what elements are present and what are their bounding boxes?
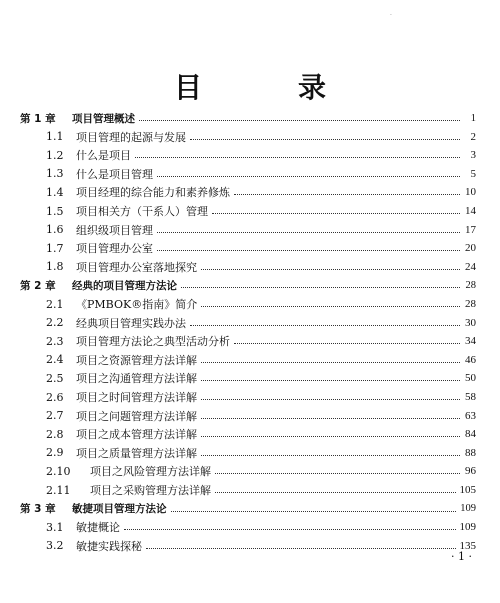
toc-entry-title: 项目之资源管理方法详解 (76, 353, 197, 367)
toc-section-entry[interactable] (46, 147, 476, 163)
toc-entry-page: 109 (459, 521, 476, 534)
toc-entry-title: 敏捷概论 (76, 521, 120, 535)
toc-entry-number: 2.11 (46, 483, 71, 497)
toc-entry-page: 1 (470, 112, 476, 124)
dot-leader (190, 324, 460, 326)
toc-entry-title: 经典项目管理实践办法 (76, 316, 186, 330)
dot-leader (181, 286, 460, 288)
dot-leader (157, 175, 460, 177)
toc-entry-number: 1.6 (46, 223, 64, 237)
toc-entry-title: 项目经理的综合能力和素养修炼 (76, 186, 230, 200)
dot-leader (157, 249, 460, 251)
toc-entry-title: 项目管理方法论之典型活动分析 (76, 335, 230, 349)
toc-entry-title: 项目管理办公室 (76, 242, 153, 256)
toc-entry-number: 2.4 (46, 353, 64, 367)
toc-entry-number: 1.8 (46, 260, 64, 274)
toc-section-entry[interactable] (46, 445, 476, 461)
toc-section-entry[interactable] (46, 129, 476, 145)
toc-entry-title: 经典的项目管理方法论 (72, 279, 177, 292)
toc-entry-number: 2.6 (46, 390, 64, 404)
toc-entry-number: 1.1 (46, 130, 64, 144)
toc-entry-page: 17 (465, 223, 476, 236)
page-title: 目 录 (173, 71, 360, 104)
dot-leader (234, 193, 460, 195)
toc-entry-title: 敏捷实践探秘 (76, 539, 142, 553)
toc-entry-page: 20 (465, 242, 476, 255)
dot-leader (124, 528, 456, 530)
toc-section-entry[interactable] (46, 389, 476, 405)
toc-entry-page: 28 (465, 298, 476, 310)
toc-entry-page: 3 (470, 149, 476, 162)
dot-leader (201, 417, 460, 419)
toc-entry-number: 1.7 (46, 241, 64, 255)
toc-entry-page: 58 (465, 391, 476, 403)
toc-entry-number: 3.1 (46, 520, 64, 534)
toc-entry-title: 什么是项目 (76, 149, 131, 163)
toc-entry-number: 2.7 (46, 409, 64, 423)
toc-entry-page: 5 (470, 167, 476, 180)
toc-entry-number: 2.10 (46, 464, 71, 478)
toc-section-entry[interactable] (46, 463, 476, 479)
dot-leader (215, 472, 460, 474)
toc-entry-number: 2.3 (46, 334, 64, 348)
dot-leader (139, 119, 460, 121)
toc-entry-page: 46 (465, 353, 476, 366)
toc-section-entry[interactable] (46, 370, 476, 386)
dot-leader (157, 231, 460, 233)
dot-leader (201, 435, 460, 437)
toc-entry-page: 30 (465, 316, 476, 329)
toc-entry-title: 项目管理的起源与发展 (76, 130, 186, 144)
page-number: · 1 · (451, 550, 472, 563)
toc-entry-title: 项目之成本管理方法详解 (76, 428, 197, 442)
toc-chapter-entry[interactable] (20, 501, 476, 517)
toc-section-entry[interactable] (46, 426, 476, 442)
dot-leader (201, 379, 460, 381)
toc-section-entry[interactable] (46, 259, 476, 275)
toc-section-entry[interactable] (46, 296, 476, 312)
toc-entry-title: 《PMBOK®指南》简介 (76, 298, 198, 311)
dot-leader (171, 510, 457, 512)
toc-section-entry[interactable] (46, 166, 476, 182)
toc-entry-page: 96 (465, 465, 476, 478)
toc-entry-title: 项目管理办公室落地探究 (76, 260, 197, 274)
toc-entry-title: 项目管理概述 (72, 112, 135, 125)
toc-entry-title: 敏捷项目管理方法论 (72, 503, 167, 516)
toc-entry-title: 项目之沟通管理方法详解 (76, 372, 197, 386)
toc-entry-number: 1.5 (46, 204, 64, 218)
toc-section-entry[interactable] (46, 352, 476, 368)
dot-leader (201, 454, 460, 456)
toc-entry-number: 第 3 章 (20, 503, 56, 516)
toc-entry-number: 1.4 (46, 185, 64, 199)
toc-entry-page: 50 (465, 372, 476, 385)
dot-leader (146, 547, 456, 549)
toc-entry-page: 63 (465, 409, 476, 422)
toc-entry-title: 项目相关方（干系人）管理 (76, 205, 208, 218)
dot-leader (212, 212, 460, 214)
toc-entry-title: 组织级项目管理 (76, 223, 153, 237)
toc-entry-page: 10 (465, 186, 476, 199)
toc-section-entry[interactable] (46, 240, 476, 256)
toc-entry-page: 84 (465, 428, 476, 441)
dot-leader (190, 138, 460, 140)
toc-entry-title: 项目之时间管理方法详解 (76, 391, 197, 404)
toc-entry-page: 109 (460, 503, 476, 515)
toc-entry-number: 2.2 (46, 316, 64, 330)
toc-section-entry[interactable] (46, 408, 476, 424)
toc-chapter-entry[interactable] (20, 277, 476, 293)
toc-entry-page: 105 (459, 484, 476, 496)
toc-entry-page: 88 (465, 446, 476, 459)
toc-entry-number: 1.2 (46, 148, 64, 162)
toc-entry-title: 项目之采购管理方法详解 (90, 484, 211, 497)
toc-entry-title: 项目之风险管理方法详解 (90, 465, 211, 479)
toc-entry-page: 34 (465, 335, 476, 348)
toc-entry-number: 2.1 (46, 297, 64, 311)
toc-entry-page: 28 (465, 279, 476, 291)
toc-section-entry[interactable] (46, 315, 476, 331)
toc-section-entry[interactable] (46, 333, 476, 349)
dot-leader (201, 305, 460, 307)
toc-entry-page: 14 (465, 205, 476, 217)
dot-leader (201, 398, 460, 400)
dot-leader (234, 342, 460, 344)
toc-chapter-entry[interactable] (20, 110, 476, 126)
toc-entry-number: 1.3 (46, 167, 64, 181)
toc-section-entry[interactable] (46, 482, 476, 498)
dot-leader (201, 268, 460, 270)
dot-leader (215, 491, 456, 493)
toc-entry-number: 3.2 (46, 539, 64, 553)
dot-leader (135, 156, 460, 158)
toc-entry-number: 2.8 (46, 427, 64, 441)
toc-entry-number: 2.5 (46, 371, 64, 385)
toc-entry-number: 第 2 章 (20, 279, 56, 292)
toc-entry-page: 24 (465, 260, 476, 273)
toc-entry-page: 135 (459, 539, 476, 552)
page-mark: · (390, 12, 392, 19)
toc-section-entry[interactable] (46, 538, 476, 554)
toc-section-entry[interactable] (46, 203, 476, 219)
toc-entry-number: 第 1 章 (20, 112, 56, 125)
toc-entry-title: 项目之问题管理方法详解 (76, 409, 197, 423)
toc-section-entry[interactable] (46, 519, 476, 535)
toc-section-entry[interactable] (46, 222, 476, 238)
toc-entry-title: 什么是项目管理 (76, 167, 153, 181)
toc-entry-title: 项目之质量管理方法详解 (76, 446, 197, 460)
toc-section-entry[interactable] (46, 184, 476, 200)
toc-entry-number: 2.9 (46, 446, 64, 460)
toc-entry-page: 2 (470, 130, 476, 143)
dot-leader (201, 361, 460, 363)
